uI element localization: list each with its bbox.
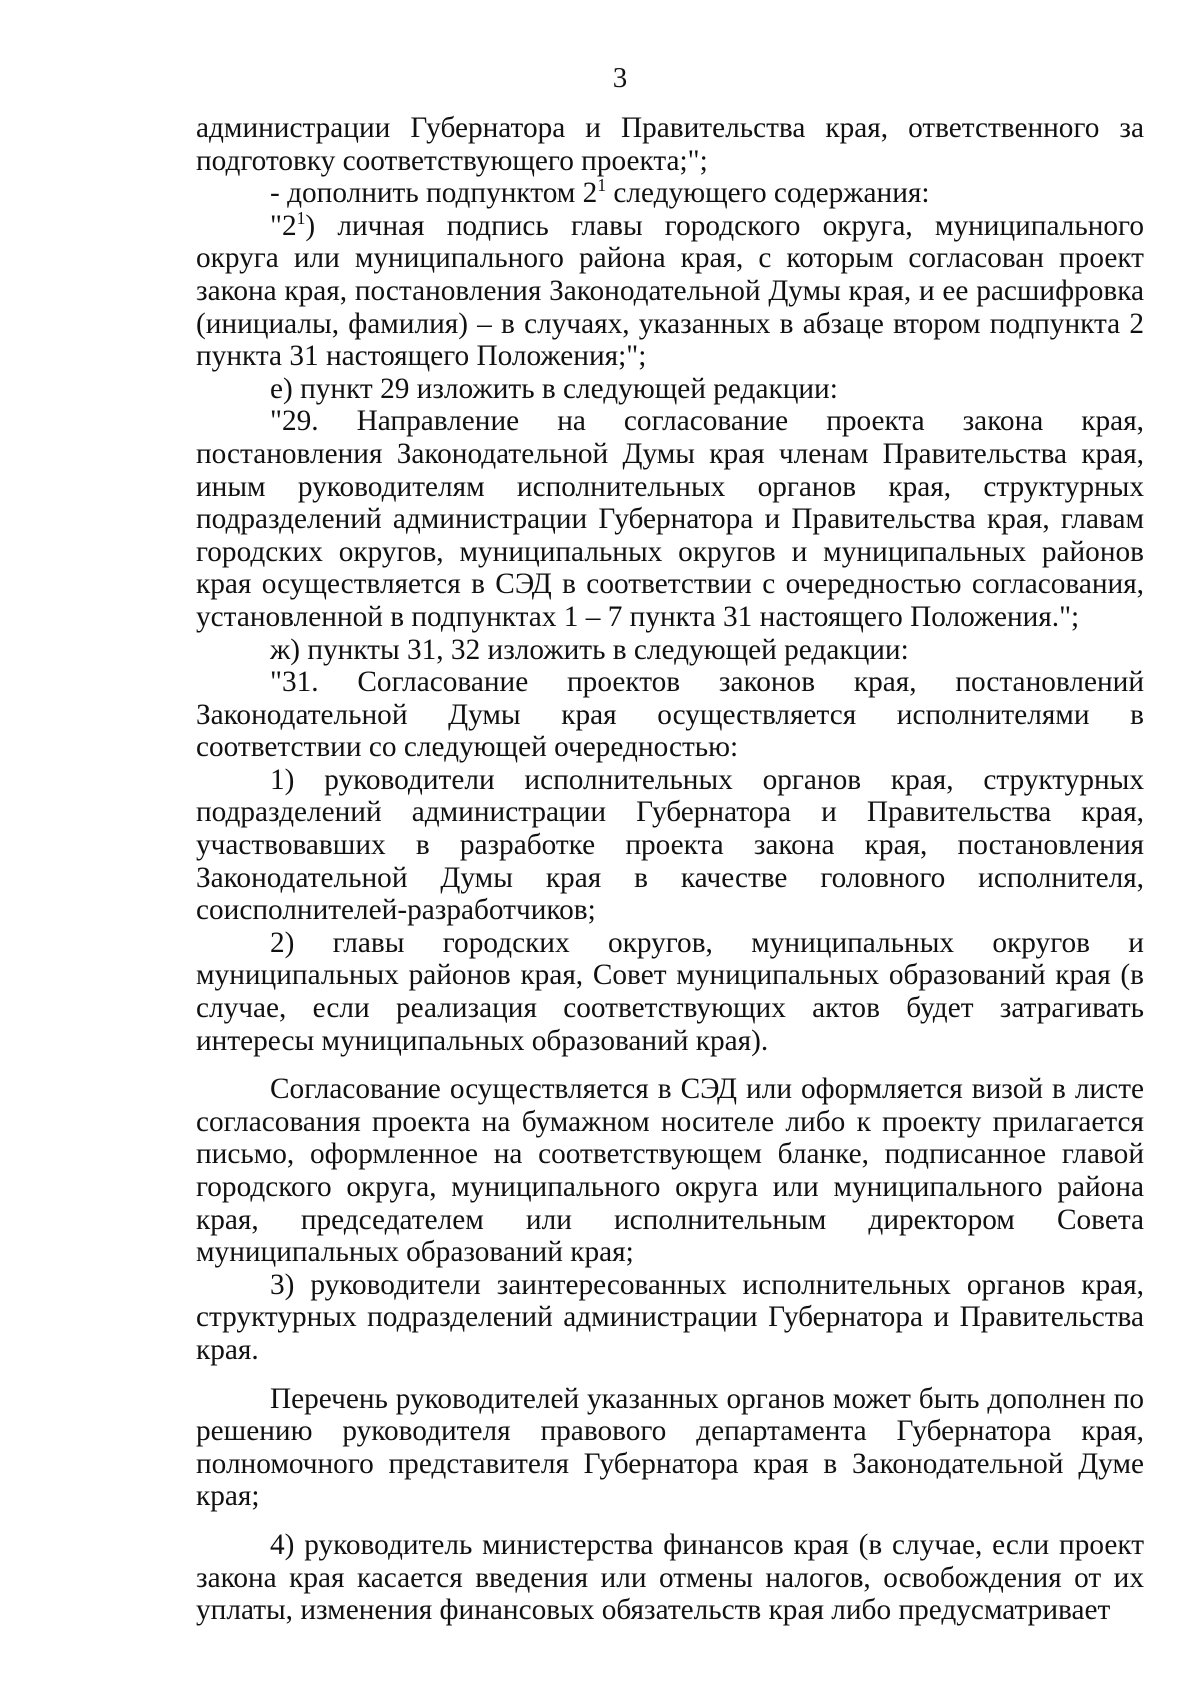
paragraph-subpoint-1: 1) руководители исполнительных органов края, структурных подразделений администрации Губернатора и Правительства края, участвовавших в разработке проекта закона края, постановления Законодательной Думы края в качестве головного исполнителя, соисполнителей-разработчиков; bbox=[196, 763, 1144, 927]
paragraph-list-extension: Перечень руководителей указанных органов может быть дополнен по решению руководителя правового департамента Губернатора края, полномочного представителя Губернатора края в Законодательной Думе края; bbox=[196, 1382, 1144, 1513]
paragraph-amendment-subitem: - дополнить подпунктом $2^1$ следующего содержания: bbox=[270, 175, 930, 210]
page-number: 3 bbox=[612, 62, 628, 94]
paragraph-point-31: "31. Согласование проектов законов края, постановлений Законодательной Думы края осуществляется исполнителями в соответствии со следующей очередностью: bbox=[196, 666, 1144, 764]
paragraph-item-zh: ж) пункты 31, 32 изложить в следующей редакции: bbox=[270, 633, 909, 666]
paragraph-point-29: "29. Направление на согласование проекта закона края, постановления Законодательной Думы края членам Правительства края, иным руководителям исполнительных органов края, структурных подразделений администрации Губернатора и Правительства края, главам городских округов, муниципальных округов и муниципальных районов края осуществляется в СЭД в соответствии с очередностью согласования, установленной в подпунктах 1 – 7 пункта 31 настоящего Положения."; bbox=[196, 405, 1144, 633]
document-body bbox=[196, 112, 1144, 1627]
paragraph-subpoint-3: 3) руководители заинтересованных исполнительных органов края, структурных подразделений администрации Губернатора и Правительства края. bbox=[196, 1268, 1144, 1366]
paragraph-subpoint-4: 4) руководитель министерства финансов края (в случае, если проект закона края касается введения или отмены налогов, освобождения от их уплаты, изменения финансовых обязательств края либо предусматривает bbox=[196, 1528, 1144, 1627]
paragraph-approval-procedure: Согласование осуществляется в СЭД или оформляется визой в листе согласования проекта на бумажном носителе либо к проекту прилагается письмо, оформленное на соответствующем бланке, подписанное главой городского округа, муниципального округа или муниципального района края, председателем или исполнительным директором Совета муниципальных образований края; bbox=[196, 1073, 1144, 1269]
paragraph-subpoint-2: 2) главы городских округов, муниципальных округов и муниципальных районов края, Совет муниципальных образований края (в случае, если реализация соответствующих актов будет затрагивать интересы муниципальных образований края). bbox=[196, 926, 1144, 1057]
paragraph-item-e: е) пункт 29 изложить в следующей редакции: bbox=[270, 372, 838, 405]
paragraph-continuation: администрации Губернатора и Правительства края, ответственного за подготовку соответствующего проекта;"; bbox=[196, 112, 1144, 177]
paragraph-subitem-2-1: "$2^1$) личная подпись главы городского округа, муниципального округа или муниципального района края, с которым согласован проект закона края, постановления Законодательной Думы края, и ее расшифровка (инициалы, фамилия) – в случаях, указанных в абзаце втором подпункта 2 пункта 31 настоящего Положения;"; bbox=[196, 208, 1144, 373]
